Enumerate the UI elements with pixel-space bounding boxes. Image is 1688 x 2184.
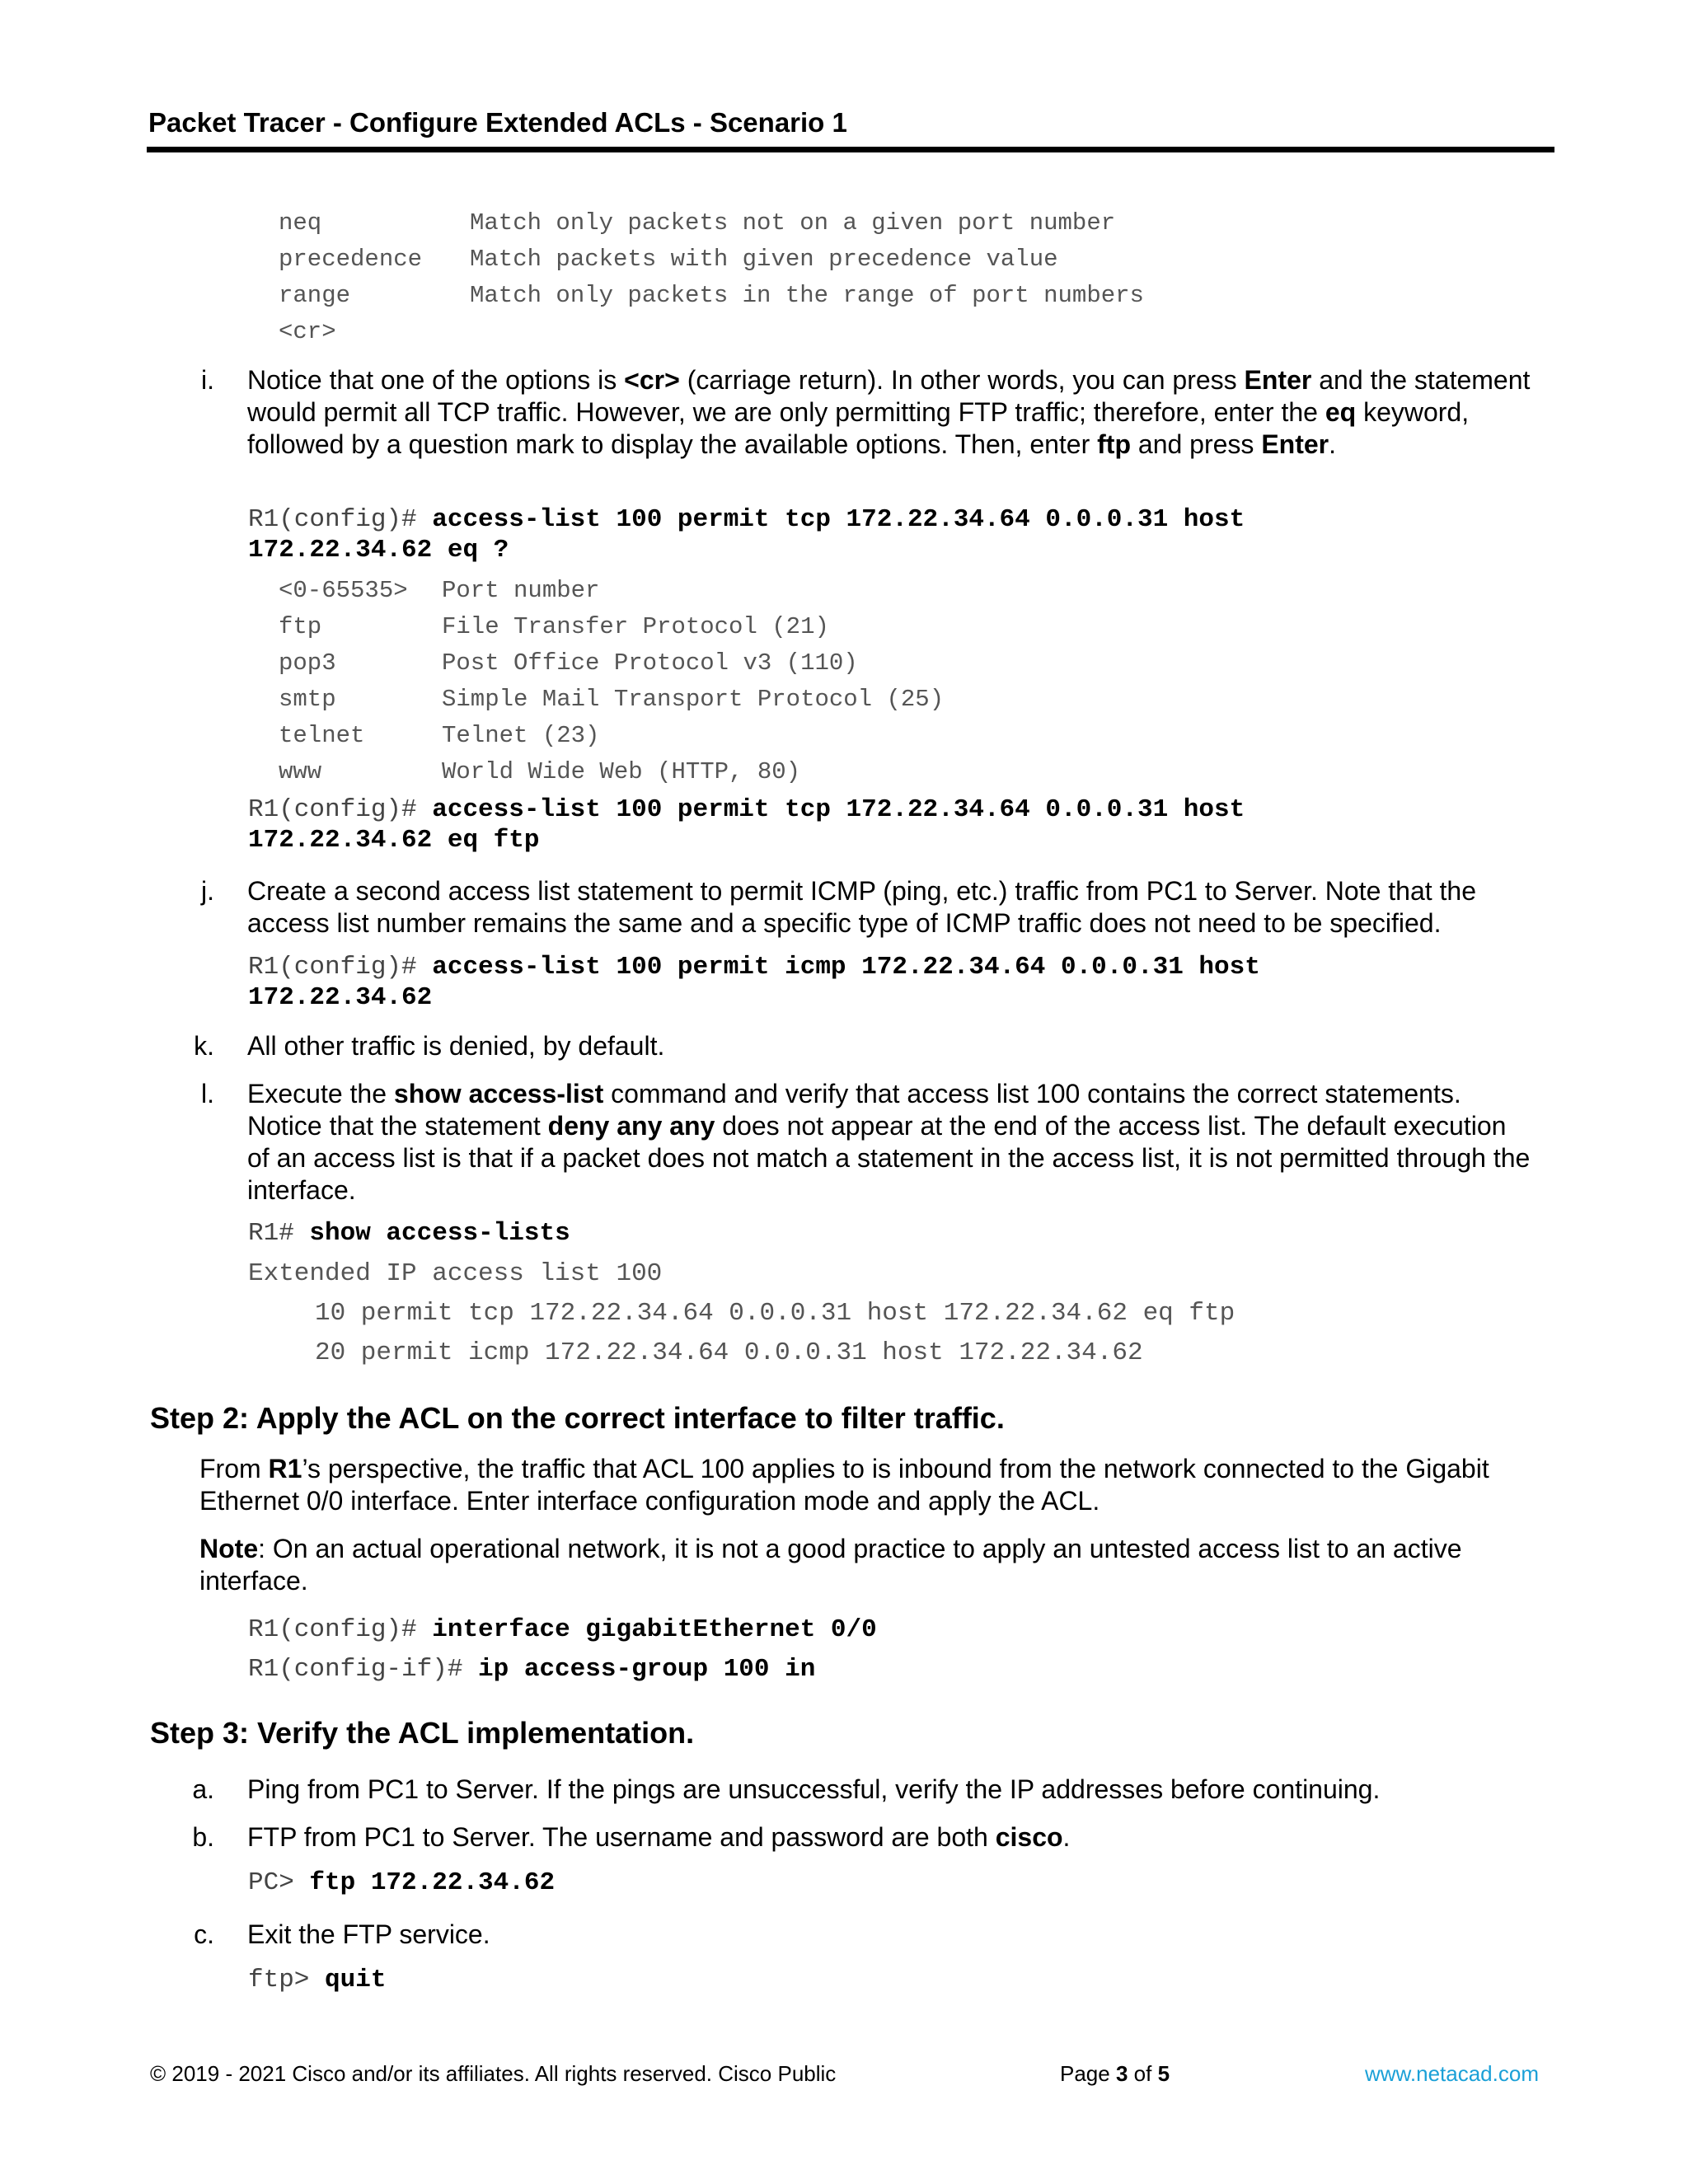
- note-paragraph: [199, 1533, 1535, 1597]
- cli-prompt: R1#: [248, 1219, 310, 1248]
- footer-copyright: © 2019 - 2021 Cisco and/or its affiliates. All rights reserved. Cisco Public: [150, 2061, 837, 2086]
- bold-term: Enter: [1244, 365, 1312, 395]
- text-run: From: [199, 1454, 269, 1483]
- step-2-heading: Step 2: Apply the ACL on the correct interface to filter traffic.: [150, 1401, 1005, 1435]
- option-row: [0, 246, 1058, 279]
- command-block: [248, 1965, 386, 1995]
- text-run: and press: [1131, 429, 1262, 459]
- option-keyword: precedence: [279, 246, 423, 273]
- text-run: ’s perspective, the traffic that ACL 100 applies to is inbound from the network connected to the Gigabit Ethernet 0/0 interface. Enter interface configuration mode and apply the ACL.: [199, 1454, 1489, 1516]
- cli-command: show access-lists: [309, 1219, 570, 1248]
- option-row: [0, 758, 801, 791]
- list-item-text: Ping from PC1 to Server. If the pings are unsuccessful, verify the IP addresses before continuing.: [247, 1774, 1381, 1804]
- option-keyword: smtp: [279, 686, 336, 713]
- bold-term: <cr>: [624, 365, 680, 395]
- list-marker: l.: [201, 1079, 214, 1108]
- text-run: Notice that one of the options is: [247, 365, 625, 395]
- page-current: 3: [1115, 2061, 1128, 2086]
- cli-command: 172.22.34.62 eq ?: [248, 536, 509, 565]
- command-block: [248, 952, 1260, 1013]
- option-row: [0, 577, 600, 610]
- bold-term: show access-list: [393, 1079, 604, 1108]
- cli-command: access-list 100 permit tcp 172.22.34.64 0.0.0.31 host: [432, 505, 1245, 534]
- bold-term: deny any any: [547, 1111, 715, 1141]
- cli-output-line: 20 permit icmp 172.22.34.64 0.0.0.31 host 172.22.34.62: [315, 1338, 1143, 1367]
- cli-command: quit: [325, 1966, 387, 1994]
- list-marker: a.: [192, 1774, 214, 1804]
- option-keyword: ftp: [279, 613, 322, 640]
- option-description: Match only packets in the range of port numbers: [470, 282, 1144, 309]
- footer-page-number: [1060, 2060, 1170, 2087]
- list-marker: j.: [201, 876, 214, 906]
- command-block: [248, 504, 1245, 565]
- text-run: .: [1329, 429, 1336, 459]
- option-row: [0, 613, 829, 646]
- option-row: [0, 209, 1116, 242]
- text-run: : On an actual operational network, it is not a good practice to apply an untested access list to an active interface.: [199, 1534, 1462, 1596]
- list-marker: i.: [201, 365, 214, 395]
- command-block: [248, 1218, 570, 1249]
- list-item-text: [247, 1078, 1533, 1207]
- option-keyword: <cr>: [279, 318, 336, 345]
- step-3-heading: Step 3: Verify the ACL implementation.: [150, 1716, 695, 1750]
- option-row: [0, 649, 858, 682]
- note-label: Note: [199, 1534, 259, 1563]
- text-run: .: [1062, 1822, 1071, 1852]
- bold-term: ftp: [1097, 429, 1131, 459]
- option-description: Telnet (23): [442, 722, 600, 749]
- option-keyword: pop3: [279, 649, 336, 677]
- text-run: (carriage return). In other words, you can press: [679, 365, 1245, 395]
- cli-prompt: R1(config)#: [248, 953, 433, 982]
- header-title: Packet Tracer - Configure Extended ACLs - Scenario 1: [148, 107, 847, 138]
- option-row: [0, 318, 336, 351]
- cli-command: 172.22.34.62: [248, 983, 433, 1012]
- text-run: Page: [1060, 2061, 1116, 2086]
- list-item-text: Create a second access list statement to permit ICMP (ping, etc.) traffic from PC1 to Server. Note that the access list number remains the same and a specific type of ICMP traffic does not need to be specified.: [247, 876, 1476, 938]
- cli-command: ip access-group 100 in: [478, 1655, 816, 1684]
- option-row: [0, 686, 945, 719]
- text-run: FTP from PC1 to Server. The username and password are both: [247, 1822, 996, 1852]
- option-description: World Wide Web (HTTP, 80): [442, 758, 801, 785]
- footer-website-link[interactable]: www.netacad.com: [1365, 2061, 1539, 2086]
- text-run: Execute the: [247, 1079, 394, 1108]
- cli-prompt: ftp>: [248, 1966, 326, 1994]
- bold-term: cisco: [995, 1822, 1063, 1852]
- cli-output-line: Extended IP access list 100: [248, 1259, 663, 1288]
- cli-prompt: PC>: [248, 1868, 310, 1897]
- bold-term: eq: [1325, 397, 1357, 427]
- option-row: [0, 722, 600, 755]
- cli-command: access-list 100 permit icmp 172.22.34.64 0.0.0.31 host: [432, 953, 1260, 982]
- cli-prompt: R1(config)#: [248, 795, 433, 824]
- cli-command: access-list 100 permit tcp 172.22.34.64 0.0.0.31 host: [432, 795, 1245, 824]
- cli-prompt: R1(config)#: [248, 1615, 433, 1644]
- text-run: and the statement would permit all TCP traffic. However, we are only permitting FTP traffic; therefore, enter the: [247, 365, 1531, 427]
- option-row: [0, 282, 1144, 315]
- option-description: Match packets with given precedence value: [470, 246, 1058, 273]
- bold-term: R1: [268, 1454, 302, 1483]
- list-item-text: All other traffic is denied, by default.: [247, 1031, 665, 1061]
- cli-command: ftp 172.22.34.62: [309, 1868, 556, 1897]
- option-keyword: telnet: [279, 722, 365, 749]
- command-block: [248, 1868, 555, 1898]
- option-description: File Transfer Protocol (21): [442, 613, 829, 640]
- list-marker: c.: [194, 1919, 214, 1949]
- option-keyword: <0-65535>: [279, 577, 408, 604]
- cli-command: interface gigabitEthernet 0/0: [432, 1615, 877, 1644]
- page-total: 5: [1157, 2061, 1170, 2086]
- option-keyword: range: [279, 282, 351, 309]
- command-block: [248, 1610, 877, 1690]
- option-description: Match only packets not on a given port number: [470, 209, 1116, 237]
- cli-prompt: R1(config)#: [248, 505, 433, 534]
- list-marker: k.: [194, 1031, 214, 1061]
- text-run: command and verify that access list 100 contains the correct statements. Notice that the statement: [247, 1079, 1461, 1141]
- bold-term: Enter: [1261, 429, 1329, 459]
- command-block: [248, 794, 1245, 855]
- cli-prompt: R1(config-if)#: [248, 1655, 479, 1684]
- option-description: Post Office Protocol v3 (110): [442, 649, 858, 677]
- option-description: Port number: [442, 577, 600, 604]
- text-run: does not appear at the end of the access list. The default execution of an access list is that if a packet does not match a statement in the access list, it is not permitted through the interface.: [247, 1111, 1531, 1205]
- cli-command: 172.22.34.62 eq ftp: [248, 826, 540, 855]
- page-header: [148, 107, 1550, 138]
- option-keyword: www: [279, 758, 322, 785]
- list-marker: b.: [192, 1822, 214, 1852]
- cli-output-line: 10 permit tcp 172.22.34.64 0.0.0.31 host 172.22.34.62 eq ftp: [315, 1299, 1236, 1328]
- step-2-paragraph: [199, 1453, 1535, 1517]
- header-rule: [147, 147, 1554, 152]
- option-description: Simple Mail Transport Protocol (25): [442, 686, 945, 713]
- text-run: of: [1128, 2061, 1158, 2086]
- list-item-text: [247, 1821, 1533, 1854]
- list-item-text: [247, 364, 1533, 461]
- list-item-text: Exit the FTP service.: [247, 1919, 490, 1949]
- text-run: keyword, followed by a question mark to display the available options. Then, enter: [247, 397, 1470, 459]
- option-keyword: neq: [279, 209, 322, 237]
